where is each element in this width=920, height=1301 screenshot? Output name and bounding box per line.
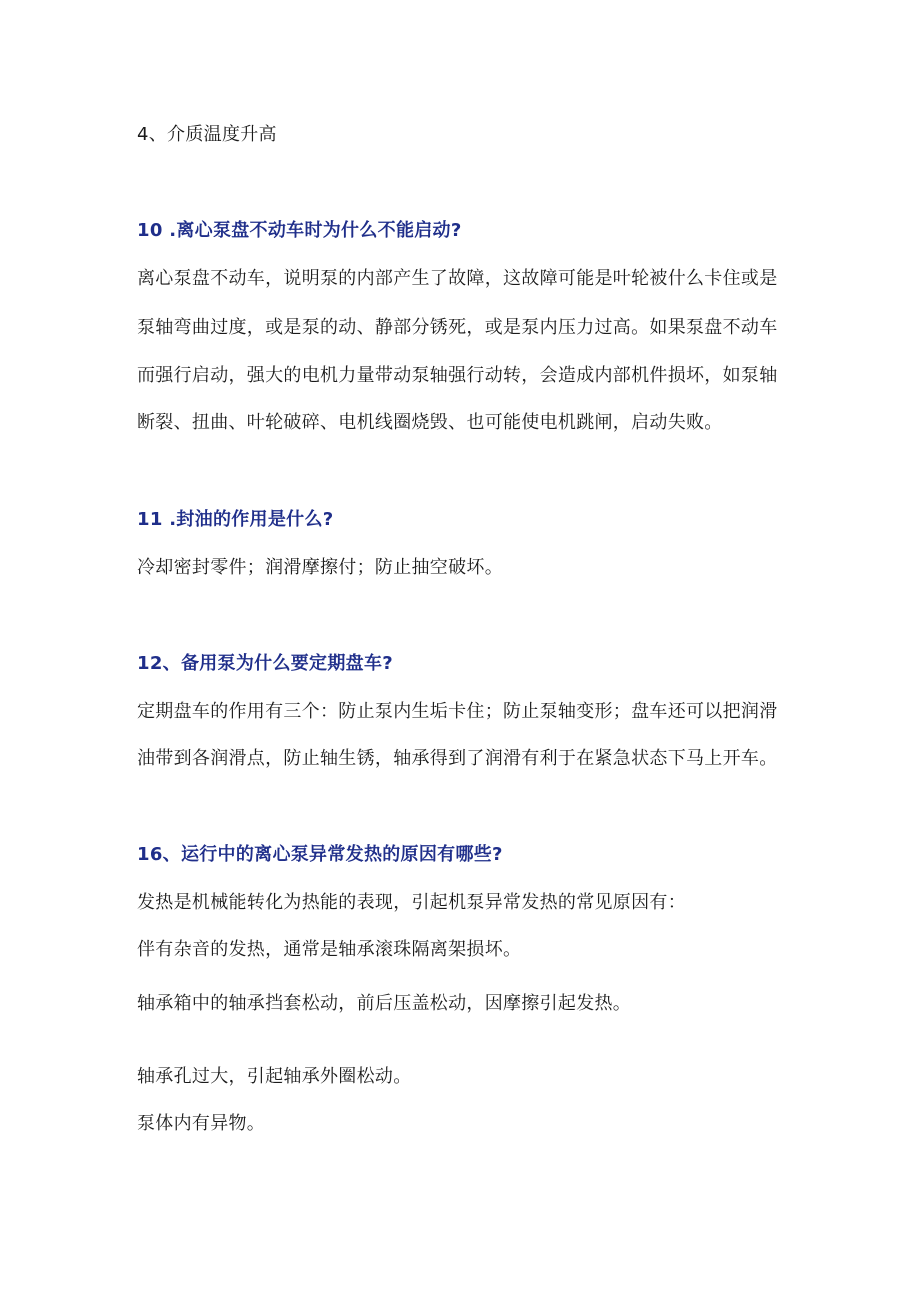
section-12-line-1: 定期盘车的作用有三个：防止泵内生垢卡住；防止泵轴变形；盘车还可以把润滑	[137, 701, 778, 722]
section-12-line-2: 油带到各润滑点，防止轴生锈，轴承得到了润滑有利于在紧急状态下马上开车。	[137, 748, 778, 769]
section-10-line-1: 离心泵盘不动车，说明泵的内部产生了故障，这故障可能是叶轮被什么卡住或是	[137, 268, 778, 289]
section-11-line-1: 冷却密封零件；润滑摩擦付；防止抽空破坏。	[137, 557, 503, 578]
section-heading-11: 11 .封油的作用是什么?	[137, 509, 334, 530]
section-heading-10: 10 .离心泵盘不动车时为什么不能启动?	[137, 220, 462, 241]
section-16-line-4: 轴承孔过大，引起轴承外圈松动。	[137, 1066, 412, 1087]
section-16-line-2: 伴有杂音的发热，通常是轴承滚珠隔离架损坏。	[137, 939, 522, 960]
section-16-line-1: 发热是机械能转化为热能的表现，引起机泵异常发热的常见原因有：	[137, 892, 686, 913]
section-10-line-2: 泵轴弯曲过度，或是泵的动、静部分锈死，或是泵内压力过高。如果泵盘不动车	[137, 317, 778, 338]
section-heading-12: 12、备用泵为什么要定期盘车?	[137, 653, 393, 674]
section-10-line-3: 而强行启动，强大的电机力量带动泵轴强行动转，会造成内部机件损坏，如泵轴	[137, 365, 778, 386]
section-heading-16: 16、运行中的离心泵异常发热的原因有哪些?	[137, 844, 503, 865]
section-16-line-5: 泵体内有异物。	[137, 1113, 266, 1134]
section-16-line-3: 轴承箱中的轴承挡套松动，前后压盖松动，因摩擦引起发热。	[137, 993, 632, 1014]
intro-list-item: 4、介质温度升高	[137, 124, 277, 145]
section-10-line-4: 断裂、扭曲、叶轮破碎、电机线圈烧毁、也可能使电机跳闸，启动失败。	[137, 412, 723, 433]
